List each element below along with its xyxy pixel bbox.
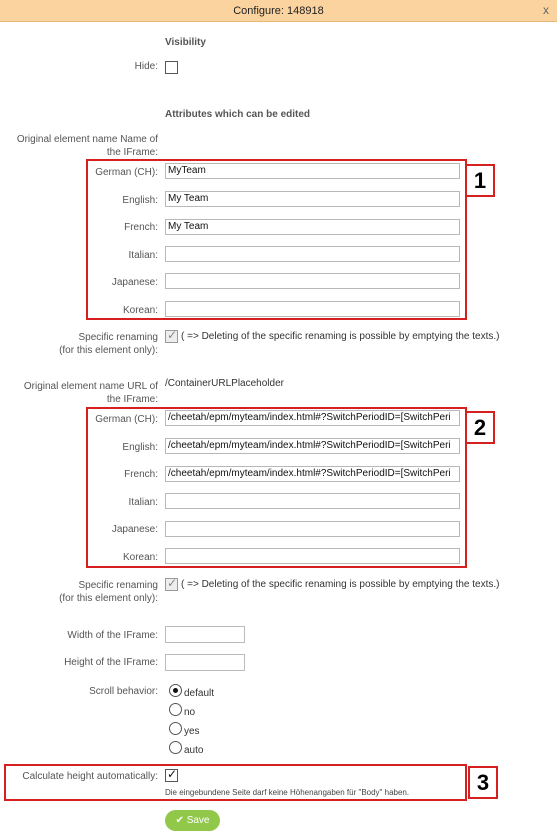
name-label-german: German (CH): — [95, 167, 158, 178]
annotation-badge-2: 2 — [465, 411, 495, 444]
url-label-japanese: Japanese: — [111, 524, 158, 535]
visibility-section-title: Visibility — [165, 37, 206, 48]
name-input-german[interactable]: MyTeam — [165, 163, 460, 179]
url-specific-renaming-label: Specific renaming (for this element only): — [59, 580, 158, 604]
height-label: Height of the IFrame: — [64, 657, 158, 668]
scroll-option-no: no — [184, 707, 196, 718]
dialog-title: Configure: 148918 — [233, 5, 324, 17]
url-label-korean: Korean: — [122, 552, 158, 563]
name-label-english: English: — [122, 195, 158, 206]
name-specific-renaming-label: Specific renaming (for this element only): — [59, 332, 158, 356]
url-input-german[interactable]: /cheetah/epm/myteam/index.html#?SwitchPeriodID=[SwitchPeri — [165, 410, 460, 426]
name-input-japanese[interactable] — [165, 273, 460, 289]
url-heading: Original element name URL of the IFrame: — [23, 381, 158, 405]
scroll-option-yes: yes — [184, 726, 200, 737]
name-input-korean[interactable] — [165, 301, 460, 317]
scroll-radio-yes[interactable] — [169, 722, 182, 735]
width-label: Width of the IFrame: — [67, 630, 158, 641]
scroll-option-auto: auto — [184, 745, 204, 756]
name-label-japanese: Japanese: — [111, 277, 158, 288]
name-specific-renaming-checkbox[interactable] — [165, 330, 178, 343]
close-icon[interactable]: x — [543, 3, 549, 17]
name-input-english[interactable]: My Team — [165, 191, 460, 207]
scroll-radio-auto[interactable] — [169, 741, 182, 754]
width-input[interactable] — [165, 626, 245, 643]
name-label-french: French: — [124, 222, 158, 233]
name-label-korean: Korean: — [122, 305, 158, 316]
scroll-option-default: default — [184, 688, 215, 699]
scroll-radio-no[interactable] — [169, 703, 182, 716]
scroll-radio-default[interactable] — [169, 684, 182, 697]
attributes-section-title: Attributes which can be edited — [165, 109, 311, 120]
annotation-box-2 — [86, 407, 467, 568]
name-renaming-note: ( => Deleting of the specific renaming is possible by emptying the texts.) — [181, 331, 500, 342]
url-label-german: German (CH): — [95, 414, 158, 425]
name-input-french[interactable]: My Team — [165, 219, 460, 235]
url-input-english[interactable]: /cheetah/epm/myteam/index.html#?SwitchPeriodID=[SwitchPeri — [165, 438, 460, 454]
url-label-french: French: — [124, 469, 158, 480]
save-label: Save — [186, 815, 210, 826]
name-input-italian[interactable] — [165, 246, 460, 262]
url-label-italian: Italian: — [128, 497, 158, 508]
calc-height-note: Die eingebundene Seite darf keine Höhenangaben für "Body" haben. — [165, 788, 410, 797]
url-input-italian[interactable] — [165, 493, 460, 509]
url-renaming-note: ( => Deleting of the specific renaming is possible by emptying the texts.) — [181, 579, 500, 590]
url-input-korean[interactable] — [165, 548, 460, 564]
hide-label: Hide: — [134, 61, 158, 72]
hide-checkbox[interactable] — [165, 61, 178, 74]
url-input-french[interactable]: /cheetah/epm/myteam/index.html#?SwitchPeriodID=[SwitchPeri — [165, 466, 460, 482]
url-specific-renaming-checkbox[interactable] — [165, 578, 178, 591]
name-label-italian: Italian: — [128, 250, 158, 261]
url-label-english: English: — [122, 442, 158, 453]
scroll-behavior-label: Scroll behavior: — [89, 686, 158, 697]
height-input[interactable] — [165, 654, 245, 671]
save-button[interactable] — [165, 810, 220, 831]
url-input-japanese[interactable] — [165, 521, 460, 537]
calc-height-checkbox[interactable] — [165, 769, 178, 782]
name-heading: Original element name Name of the IFrame: — [16, 134, 158, 158]
calc-height-label: Calculate height automatically: — [22, 771, 158, 782]
annotation-badge-1: 1 — [465, 164, 495, 197]
url-original-value: /ContainerURLPlaceholder — [165, 378, 284, 389]
annotation-badge-3: 3 — [468, 766, 498, 799]
check-icon: ✔ — [175, 815, 184, 826]
dialog-title-bar — [0, 0, 557, 22]
annotation-box-1 — [86, 159, 467, 320]
